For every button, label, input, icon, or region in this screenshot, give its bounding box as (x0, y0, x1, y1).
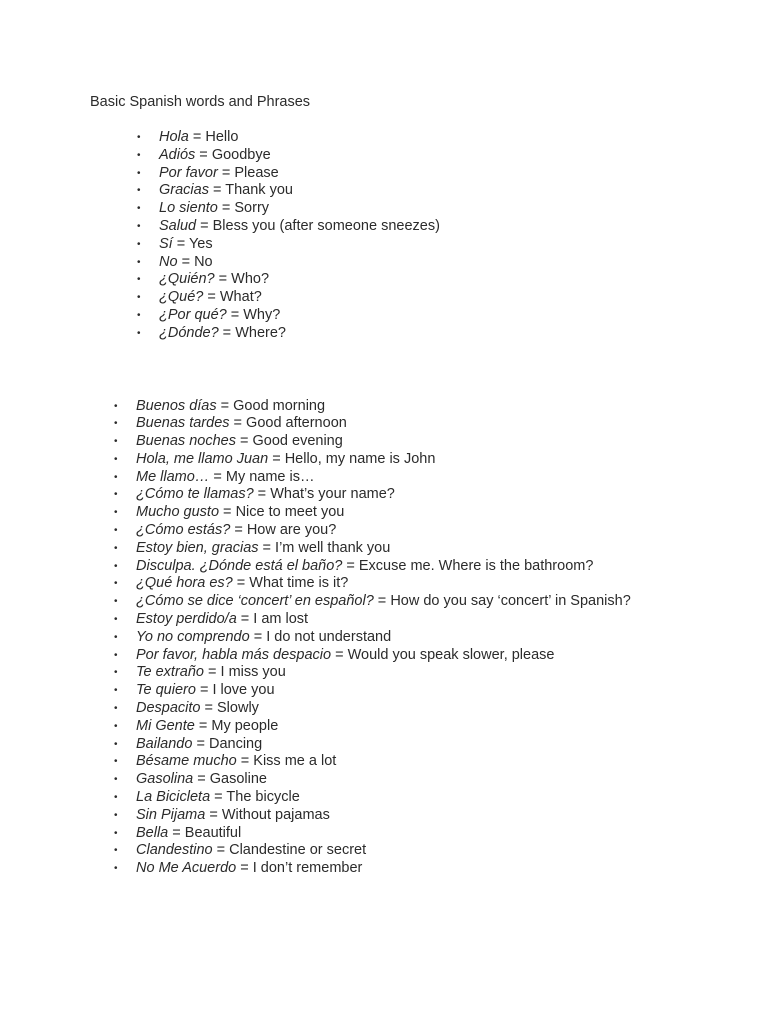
equals-separator: = (258, 539, 276, 556)
list-item (114, 700, 631, 718)
bullet-icon: • (114, 596, 118, 608)
equals-separator: = (229, 415, 247, 432)
document-title: Basic Spanish words and Phrases (90, 94, 311, 110)
bullet-icon: • (114, 649, 118, 661)
bullet-icon: • (137, 327, 141, 339)
english-translation: I love you (212, 682, 275, 699)
spanish-term: ¿Cómo estás? (136, 522, 231, 539)
english-translation: No (194, 253, 213, 270)
english-translation: Yes (188, 235, 213, 252)
equals-separator: = (236, 753, 254, 770)
english-translation: What’s your name? (270, 486, 395, 503)
list-item (137, 146, 440, 165)
bullet-icon: • (114, 542, 118, 554)
list-item (137, 164, 440, 183)
list-item (114, 433, 631, 451)
english-translation: Who? (231, 271, 270, 288)
spanish-term: Mucho gusto (136, 504, 220, 521)
bullet-icon: • (137, 238, 141, 250)
list-item (114, 593, 631, 611)
english-translation: Clandestine or secret (229, 842, 367, 859)
equals-separator: = (214, 271, 232, 288)
equals-separator: = (203, 664, 221, 681)
spanish-term: ¿Qué hora es? (136, 575, 233, 592)
english-translation: Kiss me a lot (253, 753, 337, 770)
list-item (137, 253, 440, 272)
bullet-icon: • (114, 792, 118, 804)
english-translation: Slowly (217, 700, 259, 717)
equals-separator: = (168, 824, 185, 841)
phrases-list (114, 397, 631, 879)
bullet-icon: • (137, 185, 141, 197)
equals-separator: = (230, 522, 247, 539)
equals-separator: = (373, 593, 391, 610)
list-item (114, 397, 631, 416)
bullet-icon: • (114, 631, 118, 643)
english-translation: Would you speak slower, please (347, 646, 555, 663)
equals-separator: = (188, 129, 206, 145)
bullet-icon: • (137, 292, 141, 304)
list-item (137, 182, 440, 200)
bullet-icon: • (114, 400, 118, 412)
list-item (114, 539, 631, 558)
spanish-term: Estoy bien, gracias (136, 539, 259, 556)
equals-separator: = (342, 557, 359, 574)
equals-separator: = (216, 397, 234, 414)
spanish-term: Buenas tardes (136, 415, 230, 432)
spanish-term: Bésame mucho (136, 753, 237, 770)
english-translation: Good afternoon (246, 415, 347, 432)
basic-words-list (137, 129, 440, 343)
english-translation: I’m well thank you (275, 539, 391, 556)
equals-separator: = (253, 486, 271, 503)
list-item (114, 842, 631, 860)
equals-separator: = (210, 789, 227, 806)
list-item (114, 522, 631, 540)
spanish-term: ¿Qué? (159, 289, 204, 306)
list-item (114, 664, 631, 682)
spanish-term: Clandestino (136, 842, 213, 859)
bullet-icon: • (137, 167, 141, 179)
equals-separator: = (172, 235, 189, 252)
bullet-icon: • (114, 525, 118, 537)
list-item (114, 646, 631, 665)
english-translation: I miss you (220, 664, 286, 681)
english-translation: Hello, my name is John (284, 450, 436, 467)
bullet-icon: • (114, 667, 118, 679)
english-translation: Nice to meet you (235, 504, 345, 521)
bullet-icon: • (114, 703, 118, 715)
english-translation: I don’t remember (252, 860, 363, 877)
list-item (137, 271, 440, 289)
spanish-term: Disculpa. ¿Dónde está el baño? (136, 557, 343, 574)
english-translation: Excuse me. Where is the bathroom? (358, 557, 594, 574)
list-item (114, 789, 631, 807)
equals-separator: = (219, 504, 236, 521)
bullet-icon: • (137, 132, 141, 143)
spanish-term: Por favor (159, 164, 218, 181)
english-translation: Good evening (252, 433, 343, 450)
equals-separator: = (177, 253, 195, 270)
bullet-icon: • (137, 220, 141, 232)
equals-separator: = (218, 324, 236, 341)
english-translation: Where? (235, 324, 286, 341)
equals-separator: = (236, 611, 254, 628)
equals-separator: = (235, 433, 253, 450)
spanish-term: No (159, 253, 178, 270)
spanish-term: Por favor, habla más despacio (136, 646, 332, 663)
equals-separator: = (195, 682, 213, 699)
equals-separator: = (195, 146, 212, 163)
list-item (137, 306, 440, 325)
list-item (137, 129, 440, 147)
equals-separator: = (217, 200, 235, 217)
spanish-term: Gasolina (136, 771, 194, 788)
english-translation: I am lost (253, 611, 309, 628)
bullet-icon: • (114, 507, 118, 519)
equals-separator: = (249, 628, 267, 645)
bullet-icon: • (114, 827, 118, 839)
spanish-term: Te extraño (136, 664, 204, 681)
english-translation: How are you? (246, 522, 337, 539)
equals-separator: = (200, 700, 218, 717)
equals-separator: = (208, 182, 226, 199)
english-translation: What time is it? (249, 575, 349, 592)
list-item (137, 289, 440, 307)
bullet-icon: • (114, 489, 118, 501)
list-item (114, 504, 631, 522)
equals-separator: = (205, 806, 222, 823)
bullet-icon: • (137, 274, 141, 286)
spanish-term: Bailando (136, 735, 193, 752)
equals-separator: = (203, 289, 220, 306)
bullet-icon: • (114, 720, 118, 732)
spanish-term: Salud (159, 217, 197, 234)
bullet-icon: • (114, 685, 118, 697)
list-item (114, 468, 631, 487)
list-item (114, 771, 631, 789)
list-item (114, 735, 631, 754)
english-translation: Dancing (208, 735, 263, 752)
bullet-icon: • (137, 256, 141, 268)
english-translation: Gasoline (209, 771, 267, 788)
spanish-term: Te quiero (136, 682, 196, 699)
bullet-icon: • (137, 309, 141, 321)
english-translation: Good morning (233, 397, 326, 414)
spanish-term: Bella (136, 824, 169, 841)
spanish-term: Sin Pijama (136, 806, 206, 823)
spanish-term: Despacito (136, 700, 201, 717)
bullet-icon: • (114, 738, 118, 750)
bullet-icon: • (114, 614, 118, 626)
bullet-icon: • (114, 471, 118, 483)
list-item (114, 557, 631, 576)
spanish-term: ¿Quién? (159, 271, 215, 288)
bullet-icon: • (114, 453, 118, 465)
english-translation: Without pajamas (221, 806, 330, 823)
english-translation: Please (234, 164, 279, 181)
spanish-term: Buenas noches (136, 433, 236, 450)
bullet-icon: • (114, 756, 118, 768)
list-item (114, 415, 631, 433)
bullet-icon: • (137, 203, 141, 215)
equals-separator: = (268, 450, 285, 467)
english-translation: I do not understand (266, 628, 392, 645)
spanish-term: Adiós (159, 146, 196, 163)
spanish-term: No Me Acuerdo (136, 860, 237, 877)
spanish-term: ¿Dónde? (159, 324, 219, 341)
spanish-term: Lo siento (159, 200, 218, 217)
english-translation: Goodbye (211, 146, 271, 163)
bullet-icon: • (114, 578, 118, 590)
equals-separator: = (226, 306, 244, 323)
list-item (114, 682, 631, 700)
bullet-icon: • (114, 560, 118, 572)
spanish-term: Hola (159, 129, 189, 145)
bullet-icon: • (114, 863, 118, 875)
english-translation: My name is… (225, 468, 315, 485)
english-translation: Sorry (234, 200, 270, 217)
equals-separator: = (192, 735, 209, 752)
bullet-icon: • (114, 774, 118, 786)
spanish-term: Buenos días (136, 397, 217, 414)
english-translation: What? (219, 289, 262, 306)
equals-separator: = (331, 646, 348, 663)
list-item (114, 628, 631, 647)
bullet-icon: • (114, 418, 118, 430)
list-item (114, 450, 631, 469)
list-item (114, 575, 631, 593)
equals-separator: = (209, 468, 226, 485)
spanish-term: ¿Cómo se dice ‘concert’ en español? (136, 593, 374, 610)
english-translation: Hello (205, 129, 239, 145)
english-translation: Beautiful (184, 824, 242, 841)
spanish-term: Sí (159, 235, 173, 252)
spanish-term: Me llamo… (136, 468, 210, 485)
equals-separator: = (232, 575, 250, 592)
english-translation: Thank you (225, 182, 293, 199)
equals-separator: = (212, 842, 230, 859)
list-item (114, 860, 631, 878)
spanish-term: La Bicicleta (136, 789, 211, 806)
spanish-term: Hola, me llamo Juan (136, 450, 269, 467)
english-translation: The bicycle (226, 789, 300, 806)
english-translation: My people (211, 717, 279, 734)
bullet-icon: • (114, 436, 118, 448)
list-item (137, 324, 440, 343)
bullet-icon: • (137, 149, 141, 161)
list-item (114, 824, 631, 843)
list-item (114, 717, 631, 736)
english-translation: Bless you (after someone sneezes) (212, 217, 440, 234)
equals-separator: = (236, 860, 253, 877)
equals-separator: = (217, 164, 235, 181)
list-item (137, 217, 440, 236)
list-item (137, 200, 440, 218)
english-translation: How do you say ‘concert’ in Spanish? (390, 593, 631, 610)
equals-separator: = (193, 771, 210, 788)
spanish-term: Gracias (159, 182, 209, 199)
equals-separator: = (196, 217, 213, 234)
list-item (114, 611, 631, 629)
english-translation: Why? (243, 306, 281, 323)
spanish-term: ¿Cómo te llamas? (136, 486, 254, 503)
spanish-term: Yo no comprendo (136, 628, 250, 645)
spanish-term: Mi Gente (136, 717, 195, 734)
equals-separator: = (194, 717, 212, 734)
list-item (114, 486, 631, 504)
spanish-term: ¿Por qué? (159, 306, 227, 323)
bullet-icon: • (114, 809, 118, 821)
bullet-icon: • (114, 845, 118, 857)
spanish-term: Estoy perdido/a (136, 611, 237, 628)
list-item (137, 235, 440, 254)
list-item (114, 806, 631, 825)
list-item (114, 753, 631, 771)
